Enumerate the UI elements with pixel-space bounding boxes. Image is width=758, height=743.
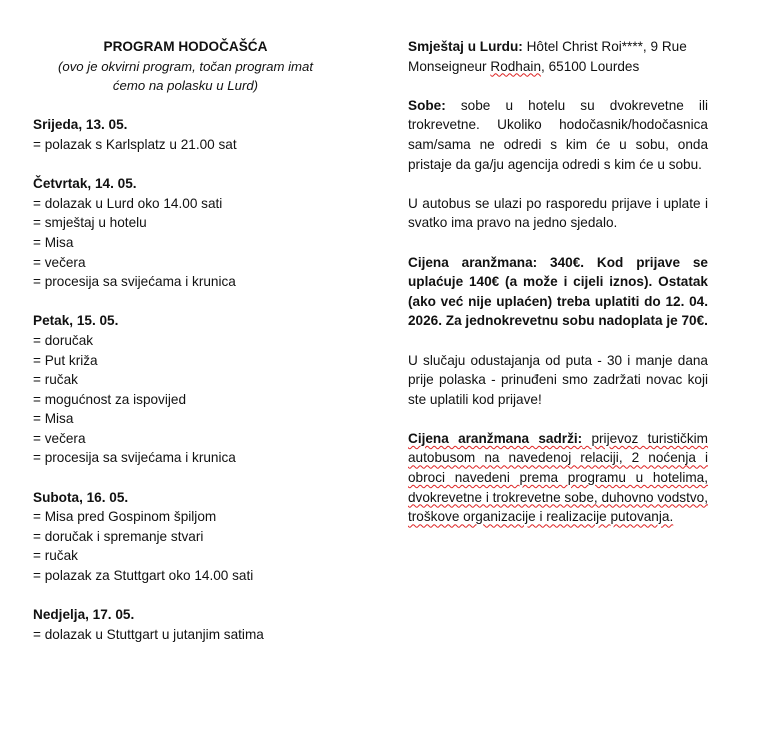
- program-column: [33, 37, 338, 644]
- day-saturday: [33, 488, 338, 586]
- day-heading: Srijeda, 13. 05.: [33, 117, 128, 133]
- day-item: = večera: [33, 254, 86, 270]
- bus-paragraph: U autobus se ulazi po rasporedu prijave i uplate i svatko ima pravo na jedno sjedalo.: [408, 195, 708, 231]
- day-item: = doručak i spremanje stvari: [33, 528, 204, 544]
- day-heading: Subota, 16. 05.: [33, 489, 129, 505]
- accommodation-text-spellcheck: Rodhain: [490, 58, 542, 74]
- day-item: = dolazak u Lurd oko 14.00 sati: [33, 195, 223, 211]
- includes-text: prijevoz turističkim autobusom na navedenoj relaciji, 2 noćenja i obroci navedeni prema programu u hotelima, dvokrevetne i trokrevetne sobe, duhovno vodstvo, troškove organizacije i realizacije putovanja.: [408, 430, 708, 525]
- day-thursday: [33, 174, 338, 292]
- day-heading: Nedjelja, 17. 05.: [33, 607, 135, 623]
- cancellation-paragraph: U slučaju odustajanja od puta - 30 i manje dana prije polaska - prinuđeni smo zadržati novac koji ste uplatili kod prijave!: [408, 352, 708, 407]
- accommodation-text-b: , 65100 Lourdes: [541, 58, 640, 74]
- day-item: = ručak: [33, 548, 78, 564]
- day-item: = mogućnost za ispovijed: [33, 391, 187, 407]
- day-item: = doručak: [33, 332, 94, 348]
- page-title: PROGRAM HODOČAŠĆA: [103, 39, 268, 54]
- rooms-label: Sobe:: [408, 97, 446, 113]
- day-item: = ručak: [33, 372, 78, 388]
- day-item: = procesija sa svijećama i krunica: [33, 274, 236, 290]
- day-heading: Četvrtak, 14. 05.: [33, 176, 137, 192]
- title-block: [33, 37, 338, 96]
- info-column: [408, 37, 708, 546]
- day-item: = procesija sa svijećama i krunica: [33, 450, 236, 466]
- rooms-paragraph: [408, 96, 708, 174]
- accommodation-label: Smještaj u Lurdu:: [408, 39, 523, 54]
- subtitle-line-2: ćemo na polasku u Lurd): [112, 78, 259, 94]
- day-item: = večera: [33, 430, 86, 446]
- day-heading: Petak, 15. 05.: [33, 313, 119, 329]
- subtitle-line-1: (ovo je okvirni program, točan program imat: [57, 58, 314, 74]
- day-item: = Misa: [33, 234, 74, 250]
- price-paragraph: Cijena aranžmana: 340€. Kod prijave se uplaćuje 140€ (a može i cijeli iznos). Ostatak (ako već nije uplaćen) treba uplatiti do 12. 04. 2026. Za jednokrevetnu sobu nadoplata je 70€.: [408, 254, 708, 329]
- includes-label: Cijena aranžmana sadrži:: [408, 430, 583, 446]
- rooms-text: sobe u hotelu su dvokrevetne ili trokrevetne. Ukoliko hodočasnik/hodočasnica sam/sama ne odredi s kim će u sobu, onda pristaje da ga/ju agencija odredi s kim će u sobu.: [408, 97, 708, 172]
- day-item: = Put križa: [33, 352, 98, 368]
- day-item: = dolazak u Stuttgart u jutanjim satima: [33, 626, 264, 642]
- day-friday: [33, 311, 338, 468]
- day-item: = Misa pred Gospinom špiljom: [33, 509, 217, 525]
- day-sunday: [33, 605, 338, 644]
- includes-paragraph: [408, 429, 708, 527]
- day-wednesday: [33, 115, 338, 154]
- day-item: = Misa: [33, 411, 74, 427]
- day-item: = polazak s Karlsplatz u 21.00 sat: [33, 136, 237, 152]
- day-item: = smještaj u hotelu: [33, 215, 147, 231]
- accommodation-paragraph: [408, 37, 708, 76]
- accommodation-text-a: Hôtel Christ Roi****, 9 Rue Monseigneur: [408, 39, 687, 74]
- day-item: = polazak za Stuttgart oko 14.00 sati: [33, 568, 254, 584]
